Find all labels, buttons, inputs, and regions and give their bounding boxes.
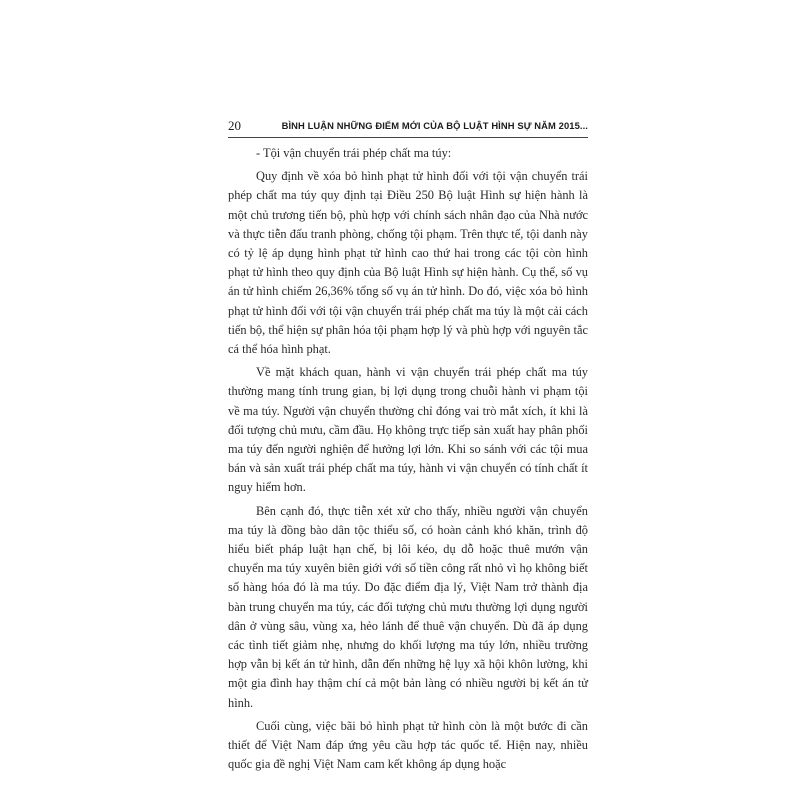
paragraph: Quy định về xóa bỏ hình phạt tử hình đối với tội vận chuyển trái phép chất ma túy quy định tại Điều 250 Bộ luật Hình sự hiện hành là một chủ trương tiến bộ, phù hợp với chính sách nhân đạo của Nhà nước và thực tiễn đấu tranh phòng, chống tội phạm. Trên thực tế, tội danh này có tỷ lệ áp dụng hình phạt tử hình cao thứ hai trong các tội còn hình phạt tử hình theo quy định của Bộ luật Hình sự hiện hành. Cụ thể, số vụ án tử hình chiếm 26,36% tổng số vụ án tử hình. Do đó, việc xóa bỏ hình phạt tử hình đối với tội vận chuyển trái phép chất ma túy là một cải cách tiến bộ, thể hiện sự phân hóa tội phạm hợp lý và phù hợp với nguyên tắc cá thể hóa hình phạt. — [228, 169, 588, 357]
page-body — [228, 144, 588, 779]
paragraph: Về mặt khách quan, hành vi vận chuyển trái phép chất ma túy thường mang tính trung gian, bị lợi dụng trong chuỗi hành vi phạm tội về ma túy. Người vận chuyển thường chỉ đóng vai trò mắt xích, ít khi là đối tượng chủ mưu, cầm đầu. Họ không trực tiếp sản xuất hay phân phối ma túy đến người nghiện để hưởng lợi lớn. Khi so sánh với các tội mua bán và sản xuất trái phép chất ma túy, hành vi vận chuyển có tính chất ít nguy hiểm hơn. — [228, 365, 588, 495]
paragraph-heading: - Tội vận chuyển trái phép chất ma túy: — [256, 146, 452, 160]
paragraph: Cuối cùng, việc bãi bỏ hình phạt tử hình còn là một bước đi cần thiết để Việt Nam đáp ứng yêu cầu hợp tác quốc tế. Hiện nay, nhiều quốc gia đề nghị Việt Nam cam kết không áp dụng hoặc — [228, 718, 588, 772]
page-header — [228, 118, 588, 134]
running-title: BÌNH LUẬN NHỮNG ĐIỂM MỚI CỦA BỘ LUẬT HÌNH SỰ NĂM 2015... — [281, 120, 588, 131]
paragraph: Bên cạnh đó, thực tiễn xét xử cho thấy, nhiều người vận chuyển ma túy là đồng bào dân tộc thiểu số, có hoàn cảnh khó khăn, trình độ hiểu biết pháp luật hạn chế, bị lôi kéo, dụ dỗ hoặc thuê mướn vận chuyển ma túy xuyên biên giới với số tiền công rất nhỏ vì họ không biết số hàng hóa đó là ma túy. Do đặc điểm địa lý, Việt Nam trở thành địa bàn trung chuyển ma túy, các đối tượng chủ mưu thường lợi dụng người dân ở vùng sâu, vùng xa, hẻo lánh để thuê vận chuyển. Dù đã áp dụng các tình tiết giảm nhẹ, nhưng do khối lượng ma túy lớn, nhiều trường hợp vẫn bị kết án tử hình, dẫn đến những hệ lụy xã hội khôn lường, khi một gia đình hay thậm chí cả một bản làng có nhiều người bị kết án tử hình. — [228, 503, 588, 710]
page-number: 20 — [228, 118, 241, 133]
header-rule — [228, 137, 588, 138]
